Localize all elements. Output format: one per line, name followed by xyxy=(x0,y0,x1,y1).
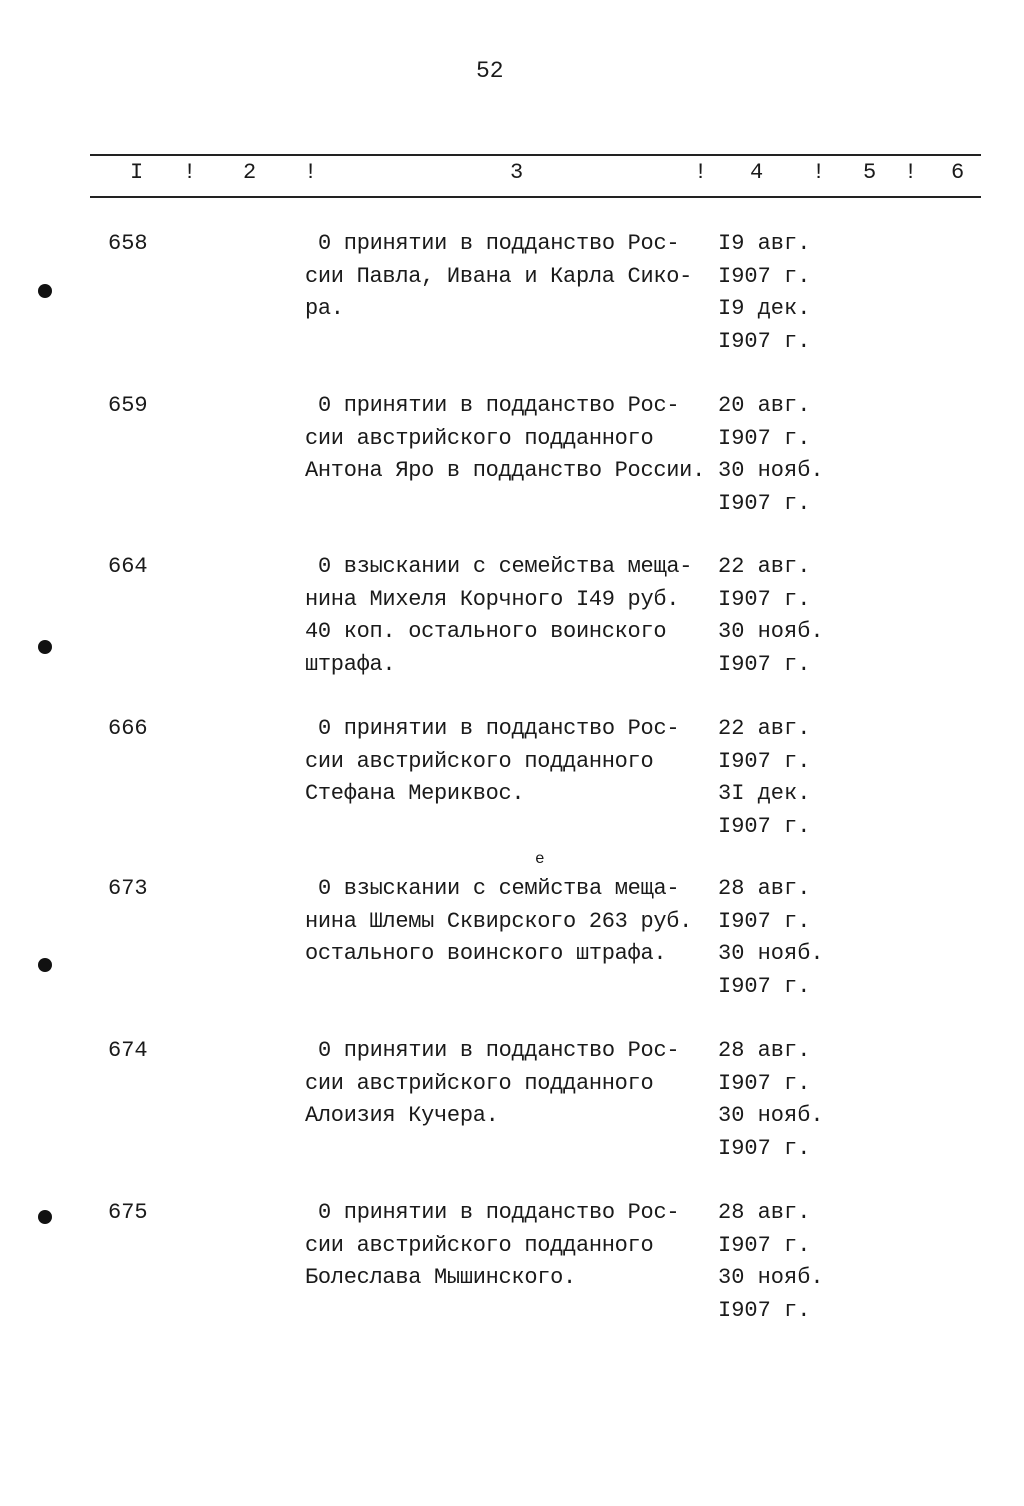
description-line: ра. xyxy=(305,296,344,321)
date-line: 30 нояб. xyxy=(718,1103,824,1128)
entry-description xyxy=(305,1035,679,1133)
entry-row xyxy=(0,390,1024,520)
date-line: I907 г. xyxy=(718,748,811,774)
entry-number: 666 xyxy=(108,716,148,741)
header-col-1: I xyxy=(130,160,144,185)
date-line: I907 г. xyxy=(718,263,811,289)
date-line: I907 г. xyxy=(718,1070,811,1096)
date-line: 22 авг. xyxy=(718,554,811,579)
description-line: нина Шлемы Сквирского 263 руб. xyxy=(305,908,693,934)
page-number: 52 xyxy=(476,58,504,84)
entry-description xyxy=(305,228,692,326)
description-line: сии австрийского подданного xyxy=(305,1232,654,1258)
date-line: I907 г. xyxy=(718,1135,811,1161)
date-line: I907 г. xyxy=(718,425,811,451)
description-line: остального воинского штрафа. xyxy=(305,941,667,966)
header-separator: ! xyxy=(812,160,826,185)
description-text: 0 взыскании с семйства меща- xyxy=(318,876,680,901)
punch-hole xyxy=(38,284,52,298)
date-line: I907 г. xyxy=(718,490,811,516)
entry-dates xyxy=(718,1035,824,1165)
entry-dates xyxy=(718,228,810,358)
date-line: I907 г. xyxy=(718,1297,811,1323)
entry-row xyxy=(0,551,1024,681)
entry-row xyxy=(0,713,1024,843)
entry-description xyxy=(305,713,679,811)
entry-description xyxy=(305,1197,679,1295)
date-line: 30 нояб. xyxy=(718,1265,824,1290)
description-line: сии Павла, Ивана и Карла Сико- xyxy=(305,263,693,289)
header-col-2: 2 xyxy=(243,160,257,185)
header-col-4: 4 xyxy=(750,160,764,185)
date-line: 28 авг. xyxy=(718,1200,811,1225)
date-line: I907 г. xyxy=(718,586,811,612)
date-line: I9 авг. xyxy=(718,231,811,256)
punch-hole xyxy=(38,958,52,972)
header-separator: ! xyxy=(904,160,918,185)
header-col-5: 5 xyxy=(863,160,877,185)
entry-dates xyxy=(718,390,824,520)
description-line: штрафа. xyxy=(305,651,396,677)
description-line: Болеслава Мышинского. xyxy=(305,1265,576,1290)
date-line: 3I дек. xyxy=(718,781,811,806)
description-line: 0 взыскании с семейства меща- xyxy=(318,554,693,579)
date-line: I907 г. xyxy=(718,973,811,999)
entry-dates xyxy=(718,1197,824,1327)
description-line: Стефана Мериквос. xyxy=(305,781,525,806)
header-col-6: 6 xyxy=(951,160,965,185)
description-line: 0 принятии в подданство Рос- xyxy=(318,393,680,418)
table-header-rule xyxy=(90,196,981,198)
entry-dates xyxy=(718,551,824,681)
date-line: 20 авг. xyxy=(718,393,811,418)
header-separator: ! xyxy=(694,160,708,185)
date-line: I907 г. xyxy=(718,1232,811,1258)
header-separator: ! xyxy=(183,160,197,185)
punch-hole xyxy=(38,1210,52,1224)
entry-row xyxy=(0,850,1024,1003)
header-col-3: 3 xyxy=(510,160,524,185)
entry-description xyxy=(305,850,693,971)
entry-number: 675 xyxy=(108,1200,148,1225)
entry-number: 659 xyxy=(108,393,148,418)
date-line: I907 г. xyxy=(718,651,811,677)
date-line: 30 нояб. xyxy=(718,941,824,966)
entry-number: 674 xyxy=(108,1038,148,1063)
description-line xyxy=(305,850,692,906)
description-line: 40 коп. остального воинского xyxy=(305,619,667,644)
handwritten-correction: е xyxy=(535,850,545,868)
description-line: сии австрийского подданного xyxy=(305,425,654,451)
entry-dates xyxy=(718,873,824,1003)
entry-row xyxy=(0,1035,1024,1165)
entry-row xyxy=(0,1197,1024,1327)
description-line: сии австрийского подданного xyxy=(305,1070,654,1096)
entry-description xyxy=(305,390,705,488)
date-line: I907 г. xyxy=(718,908,811,934)
date-line: 30 нояб. xyxy=(718,619,824,644)
date-line: 30 нояб. xyxy=(718,458,824,483)
date-line: I907 г. xyxy=(718,328,811,354)
date-line: 22 авг. xyxy=(718,716,811,741)
description-line: 0 принятии в подданство Рос- xyxy=(318,716,680,741)
description-line: Алоизия Кучера. xyxy=(305,1103,499,1128)
date-line: I9 дек. xyxy=(718,296,811,321)
description-line: 0 принятии в подданство Рос- xyxy=(318,1200,680,1225)
description-line: Антона Яро в подданство России. xyxy=(305,458,705,483)
description-line: нина Михеля Корчного I49 руб. xyxy=(305,586,680,612)
punch-hole xyxy=(38,640,52,654)
table-top-rule xyxy=(90,154,981,156)
description-line: 0 принятии в подданство Рос- xyxy=(318,1038,680,1063)
date-line: I907 г. xyxy=(718,813,811,839)
description-line: 0 принятии в подданство Рос- xyxy=(318,231,680,256)
entry-description xyxy=(305,551,692,681)
entry-dates xyxy=(718,713,810,843)
description-line: сии австрийского подданного xyxy=(305,748,654,774)
date-line: 28 авг. xyxy=(718,1038,811,1063)
date-line: 28 авг. xyxy=(718,876,811,901)
entry-number: 664 xyxy=(108,554,148,579)
entry-number: 658 xyxy=(108,231,148,256)
header-separator: ! xyxy=(304,160,318,185)
entry-number: 673 xyxy=(108,876,148,901)
entry-row xyxy=(0,228,1024,358)
